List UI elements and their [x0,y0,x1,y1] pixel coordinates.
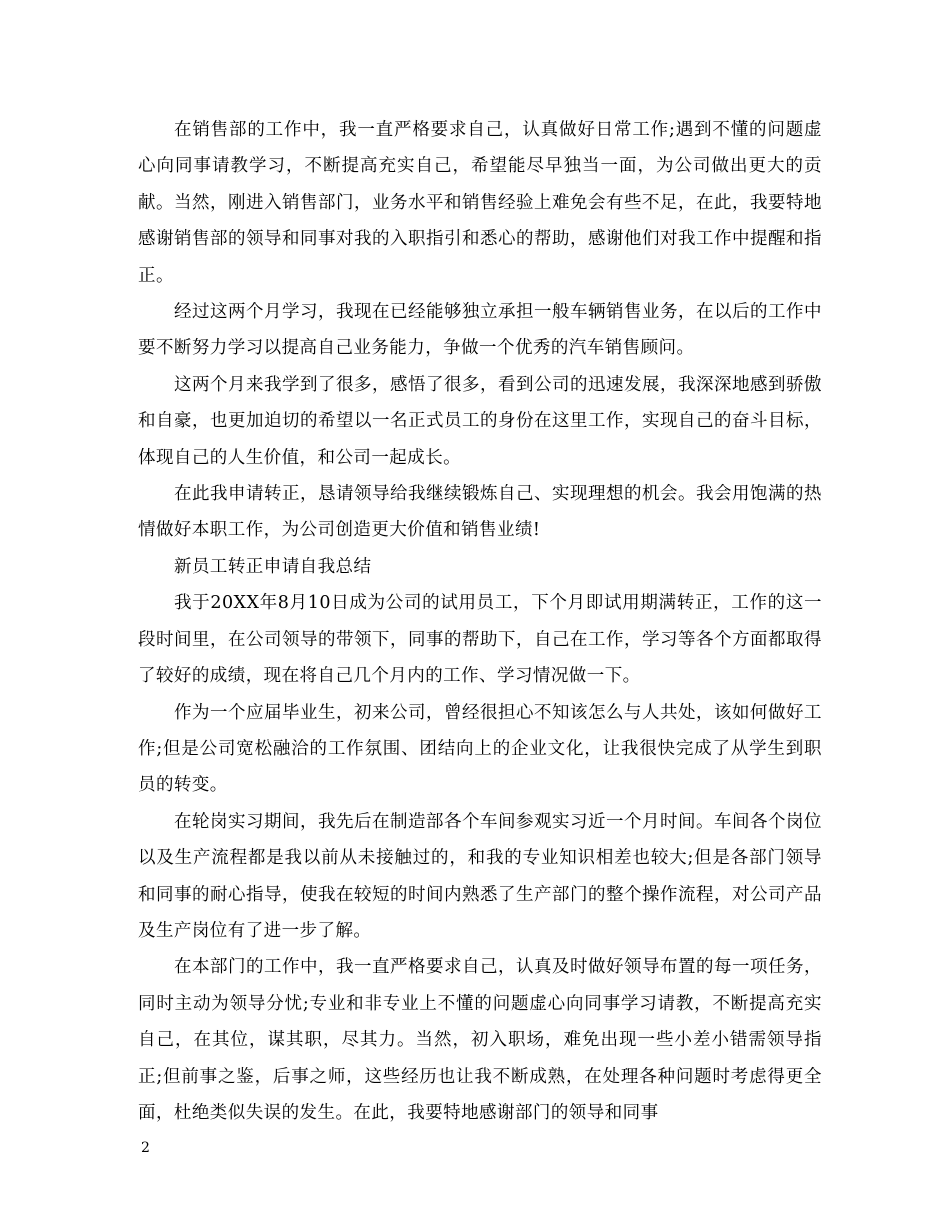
paragraph-graduate: 作为一个应届毕业生，初来公司，曾经很担心不知该怎么与人共处，该如何做好工作;但是公司宽松融洽的工作氛围、团结向上的企业文化，让我很快完成了从学生到职员的转变。 [138,702,822,796]
paragraph-rotation-internship: 在轮岗实习期间，我先后在制造部各个车间参观实习近一个月时间。车间各个岗位以及生产流程都是我以前从未接触过的，和我的专业知识相差也较大;但是各部门领导和同事的耐心指导，使我在较短的时间内熟悉了生产部门的整个操作流程，对公司产品及生产岗位有了进一步了解。 [138,811,822,941]
paragraph-learned-much: 这两个月来我学到了很多，感悟了很多，看到公司的迅速发展，我深深地感到骄傲和自豪，也更加迫切的希望以一名正式员工的身份在这里工作，实现自己的奋斗目标，体现自己的人生价值，和公司一起成长。 [138,374,822,468]
paragraph-two-months-study: 经过这两个月学习，我现在已经能够独立承担一般车辆销售业务，在以后的工作中要不断努力学习以提高自己业务能力，争做一个优秀的汽车销售顾问。 [138,302,822,359]
paragraph-trial-employee: 我于20XX年8月10日成为公司的试用员工，下个月即试用期满转正，工作的这一段时间里，在公司领导的带领下，同事的帮助下，自己在工作，学习等各个方面都取得了较好的成绩，现在将自己几个月内的工作、学习情况做一下。 [138,593,822,687]
paragraph-apply-regularization: 在此我申请转正，恳请领导给我继续锻炼自己、实现理想的机会。我会用饱满的热情做好本职工作，为公司创造更大价值和销售业绩! [138,484,822,541]
paragraph-department-work: 在本部门的工作中，我一直严格要求自己，认真及时做好领导布置的每一项任务，同时主动为领导分忧;专业和非专业上不懂的问题虚心向同事学习请教，不断提高充实自己，在其位，谋其职，尽其力。当然，初入职场，难免出现一些小差小错需领导指正;但前事之鉴，后事之师，这些经历也让我不断成熟，在处理各种问题时考虑得更全面，杜绝类似失误的发生。在此，我要特地感谢部门的领导和同事 [138,957,822,1123]
page-number: 2 [141,1140,150,1156]
document-body [138,112,822,1131]
section-heading: 新员工转正申请自我总结 [174,556,372,577]
paragraph-sales-work: 在销售部的工作中，我一直严格要求自己，认真做好日常工作;遇到不懂的问题虚心向同事请教学习，不断提高充实自己，希望能尽早独当一面，为公司做出更大的贡献。当然，刚进入销售部门，业务水平和销售经验上难免会有些不足，在此，我要特地感谢销售部的领导和同事对我的入职指引和悉心的帮助，感谢他们对我工作中提醒和指正。 [138,120,822,286]
